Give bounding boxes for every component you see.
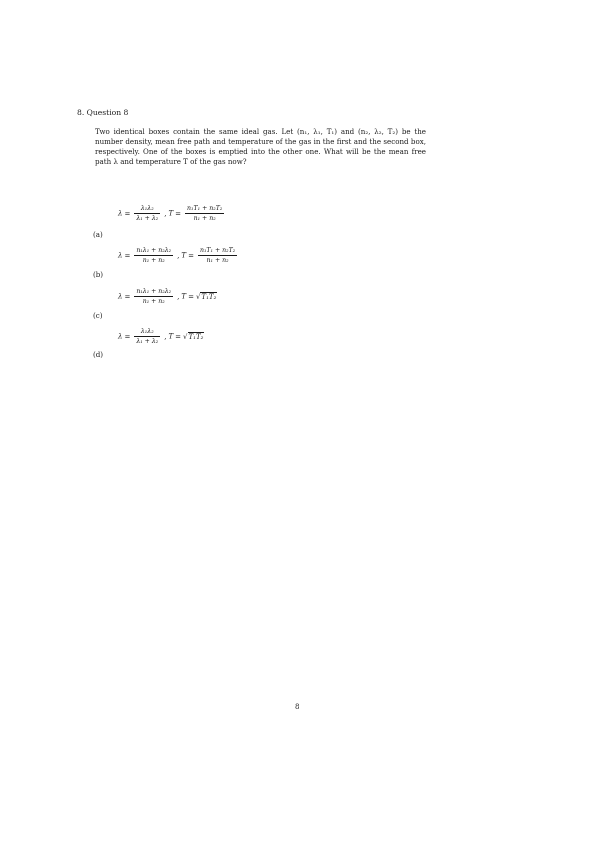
lambda-numerator: n₁λ₁ + n₂λ₂ [136, 247, 172, 254]
temperature-numerator: n₁T₁ + n₂T₂ [187, 205, 223, 212]
lambda-symbol: λ [118, 292, 123, 301]
equals-sign: = [124, 251, 131, 260]
option-label: (d) [93, 350, 104, 359]
equals-sign: = [124, 292, 131, 301]
lambda-symbol: λ [118, 209, 123, 218]
square-root [183, 333, 204, 341]
separator: , [164, 332, 167, 341]
lambda-fraction [134, 205, 160, 222]
separator: , [177, 292, 180, 301]
lambda-numerator: n₁λ₁ + n₂λ₂ [136, 288, 172, 295]
question-header: 8. Question 8 [77, 108, 129, 117]
option-formula [118, 288, 217, 305]
lambda-denominator: λ₁ + λ₂ [136, 338, 159, 345]
temperature-denominator: n₁ + n₂ [185, 213, 224, 222]
square-root [196, 293, 217, 301]
temperature-symbol: T [181, 251, 187, 260]
lambda-denominator: λ₁ + λ₂ [136, 215, 159, 222]
equals-sign: = [188, 251, 194, 260]
lambda-numerator: λ₁λ₂ [140, 328, 154, 335]
page-number: 8 [295, 703, 300, 711]
option-formula [118, 247, 239, 264]
sqrt-sign-icon: √ [183, 332, 188, 341]
temperature-symbol: T [168, 332, 174, 341]
lambda-symbol: λ [118, 332, 123, 341]
question-text: Two identical boxes contain the same ideal gas. Let (n₁, λ₁, T₁) and (n₂, λ₂, T₂) be the number density, mean free path and temperature of the gas in the first and the second box, respectively. One of the boxes is emptied into the other one. What will be the mean free path λ and temperature T of the gas now? [95, 127, 426, 166]
temperature-symbol: T [168, 209, 174, 218]
equals-sign: = [188, 292, 194, 301]
temperature-numerator: n₁T₁ + n₂T₂ [199, 247, 236, 254]
lambda-denominator: n₁ + n₂ [134, 296, 173, 305]
separator: , [177, 251, 180, 260]
equals-sign: = [175, 332, 182, 341]
lambda-symbol: λ [118, 251, 123, 260]
lambda-numerator: λ₁λ₂ [140, 205, 154, 212]
separator: , [164, 209, 167, 218]
option-formula [118, 328, 204, 345]
temperature-fraction [185, 205, 224, 222]
equals-sign: = [124, 209, 131, 218]
temperature-symbol: T [181, 292, 187, 301]
option-label: (a) [93, 230, 103, 239]
option-label: (b) [93, 270, 104, 279]
temperature-denominator: n₁ + n₂ [198, 255, 237, 264]
equals-sign: = [124, 332, 131, 341]
lambda-fraction [134, 288, 173, 305]
sqrt-sign-icon: √ [195, 292, 201, 301]
sqrt-radicand: T₁T₂ [201, 292, 217, 301]
lambda-fraction [134, 328, 160, 345]
sqrt-radicand: T₁T₂ [188, 332, 204, 341]
option-formula [118, 205, 226, 222]
equals-sign: = [175, 209, 182, 218]
lambda-denominator: n₁ + n₂ [134, 255, 173, 264]
temperature-fraction [198, 247, 237, 264]
option-label: (c) [93, 311, 103, 320]
lambda-fraction [134, 247, 173, 264]
